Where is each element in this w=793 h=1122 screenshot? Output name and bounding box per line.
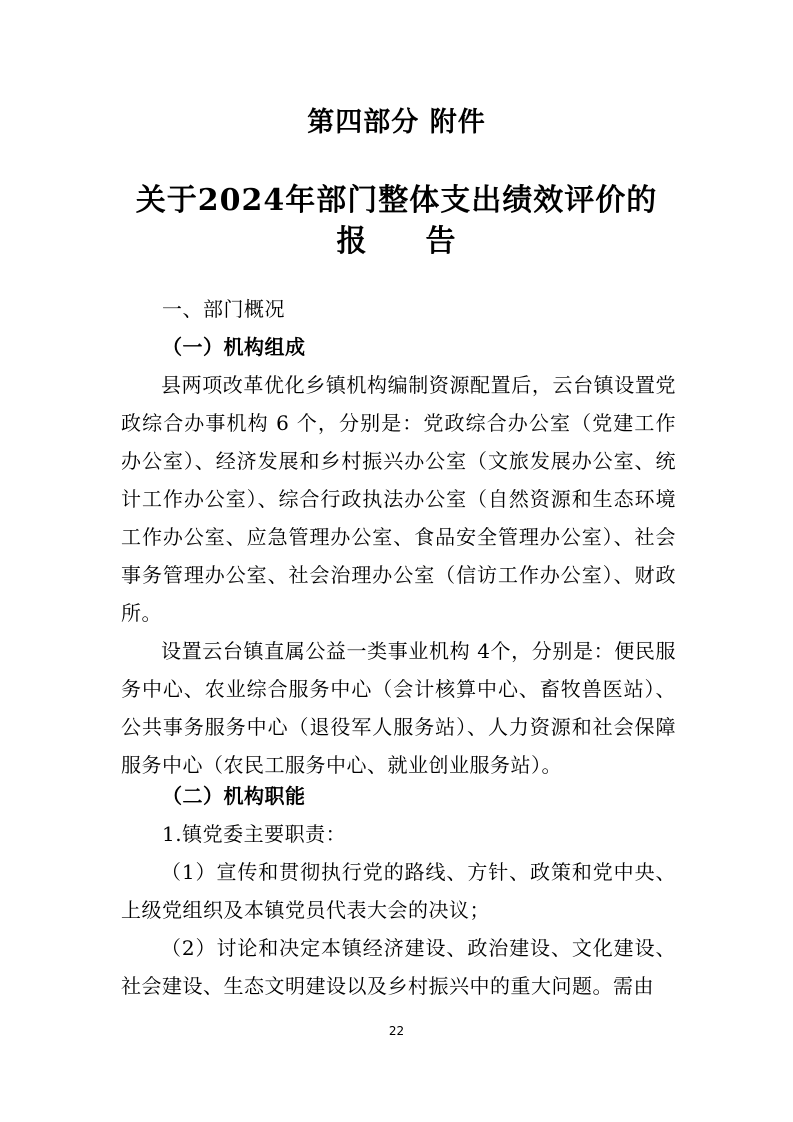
subsection-heading-2: （二）机构职能 (162, 784, 306, 808)
subsection-heading-1: （一）机构组成 (162, 335, 306, 359)
section-heading: 一、部门概况 (162, 297, 285, 321)
report-title-line1: 关于2024年部门整体支出绩效评价的 (135, 183, 658, 218)
duty-heading: 1.镇党委主要职责： (162, 822, 347, 846)
page-number: 22 (388, 1024, 405, 1038)
report-title-line2 (0, 216, 793, 260)
part-title: 第四部分 附件 (307, 107, 486, 138)
paragraph-1: 县两项改革优化乡镇机构编制资源配置后，云台镇设置党政综合办事机构 6 个，分别是：党政综合办公室（党建工作办公室）、经济发展和乡村振兴办公室（文旅发展办公室、统计工作办公室）、综合行政执法办公室（自然资源和生态环境工作办公室、应急管理办公室、食品安全管理办公室）、社会事务管理办公室、社会治理办公室（信访工作办公室）、财政所。 (121, 373, 676, 625)
list-item-2: （2）讨论和决定本镇经济建设、政治建设、文化建设、社会建设、生态文明建设以及乡村振兴中的重大问题。需由 (121, 936, 676, 998)
list-item-1: （1）宣传和贯彻执行党的路线、方针、政策和党中央、上级党组织及本镇党员代表大会的决议； (121, 860, 676, 922)
report-title-char-2: 告 (425, 224, 457, 259)
report-title-char-1: 报 (336, 224, 368, 259)
paragraph-2: 设置云台镇直属公益一类事业机构 4个，分别是：便民服务中心、农业综合服务中心（会计核算中心、畜牧兽医站）、公共事务服务中心（退役军人服务站）、人力资源和社会保障服务中心（农民工服务中心、就业创业服务站）。 (121, 639, 676, 777)
